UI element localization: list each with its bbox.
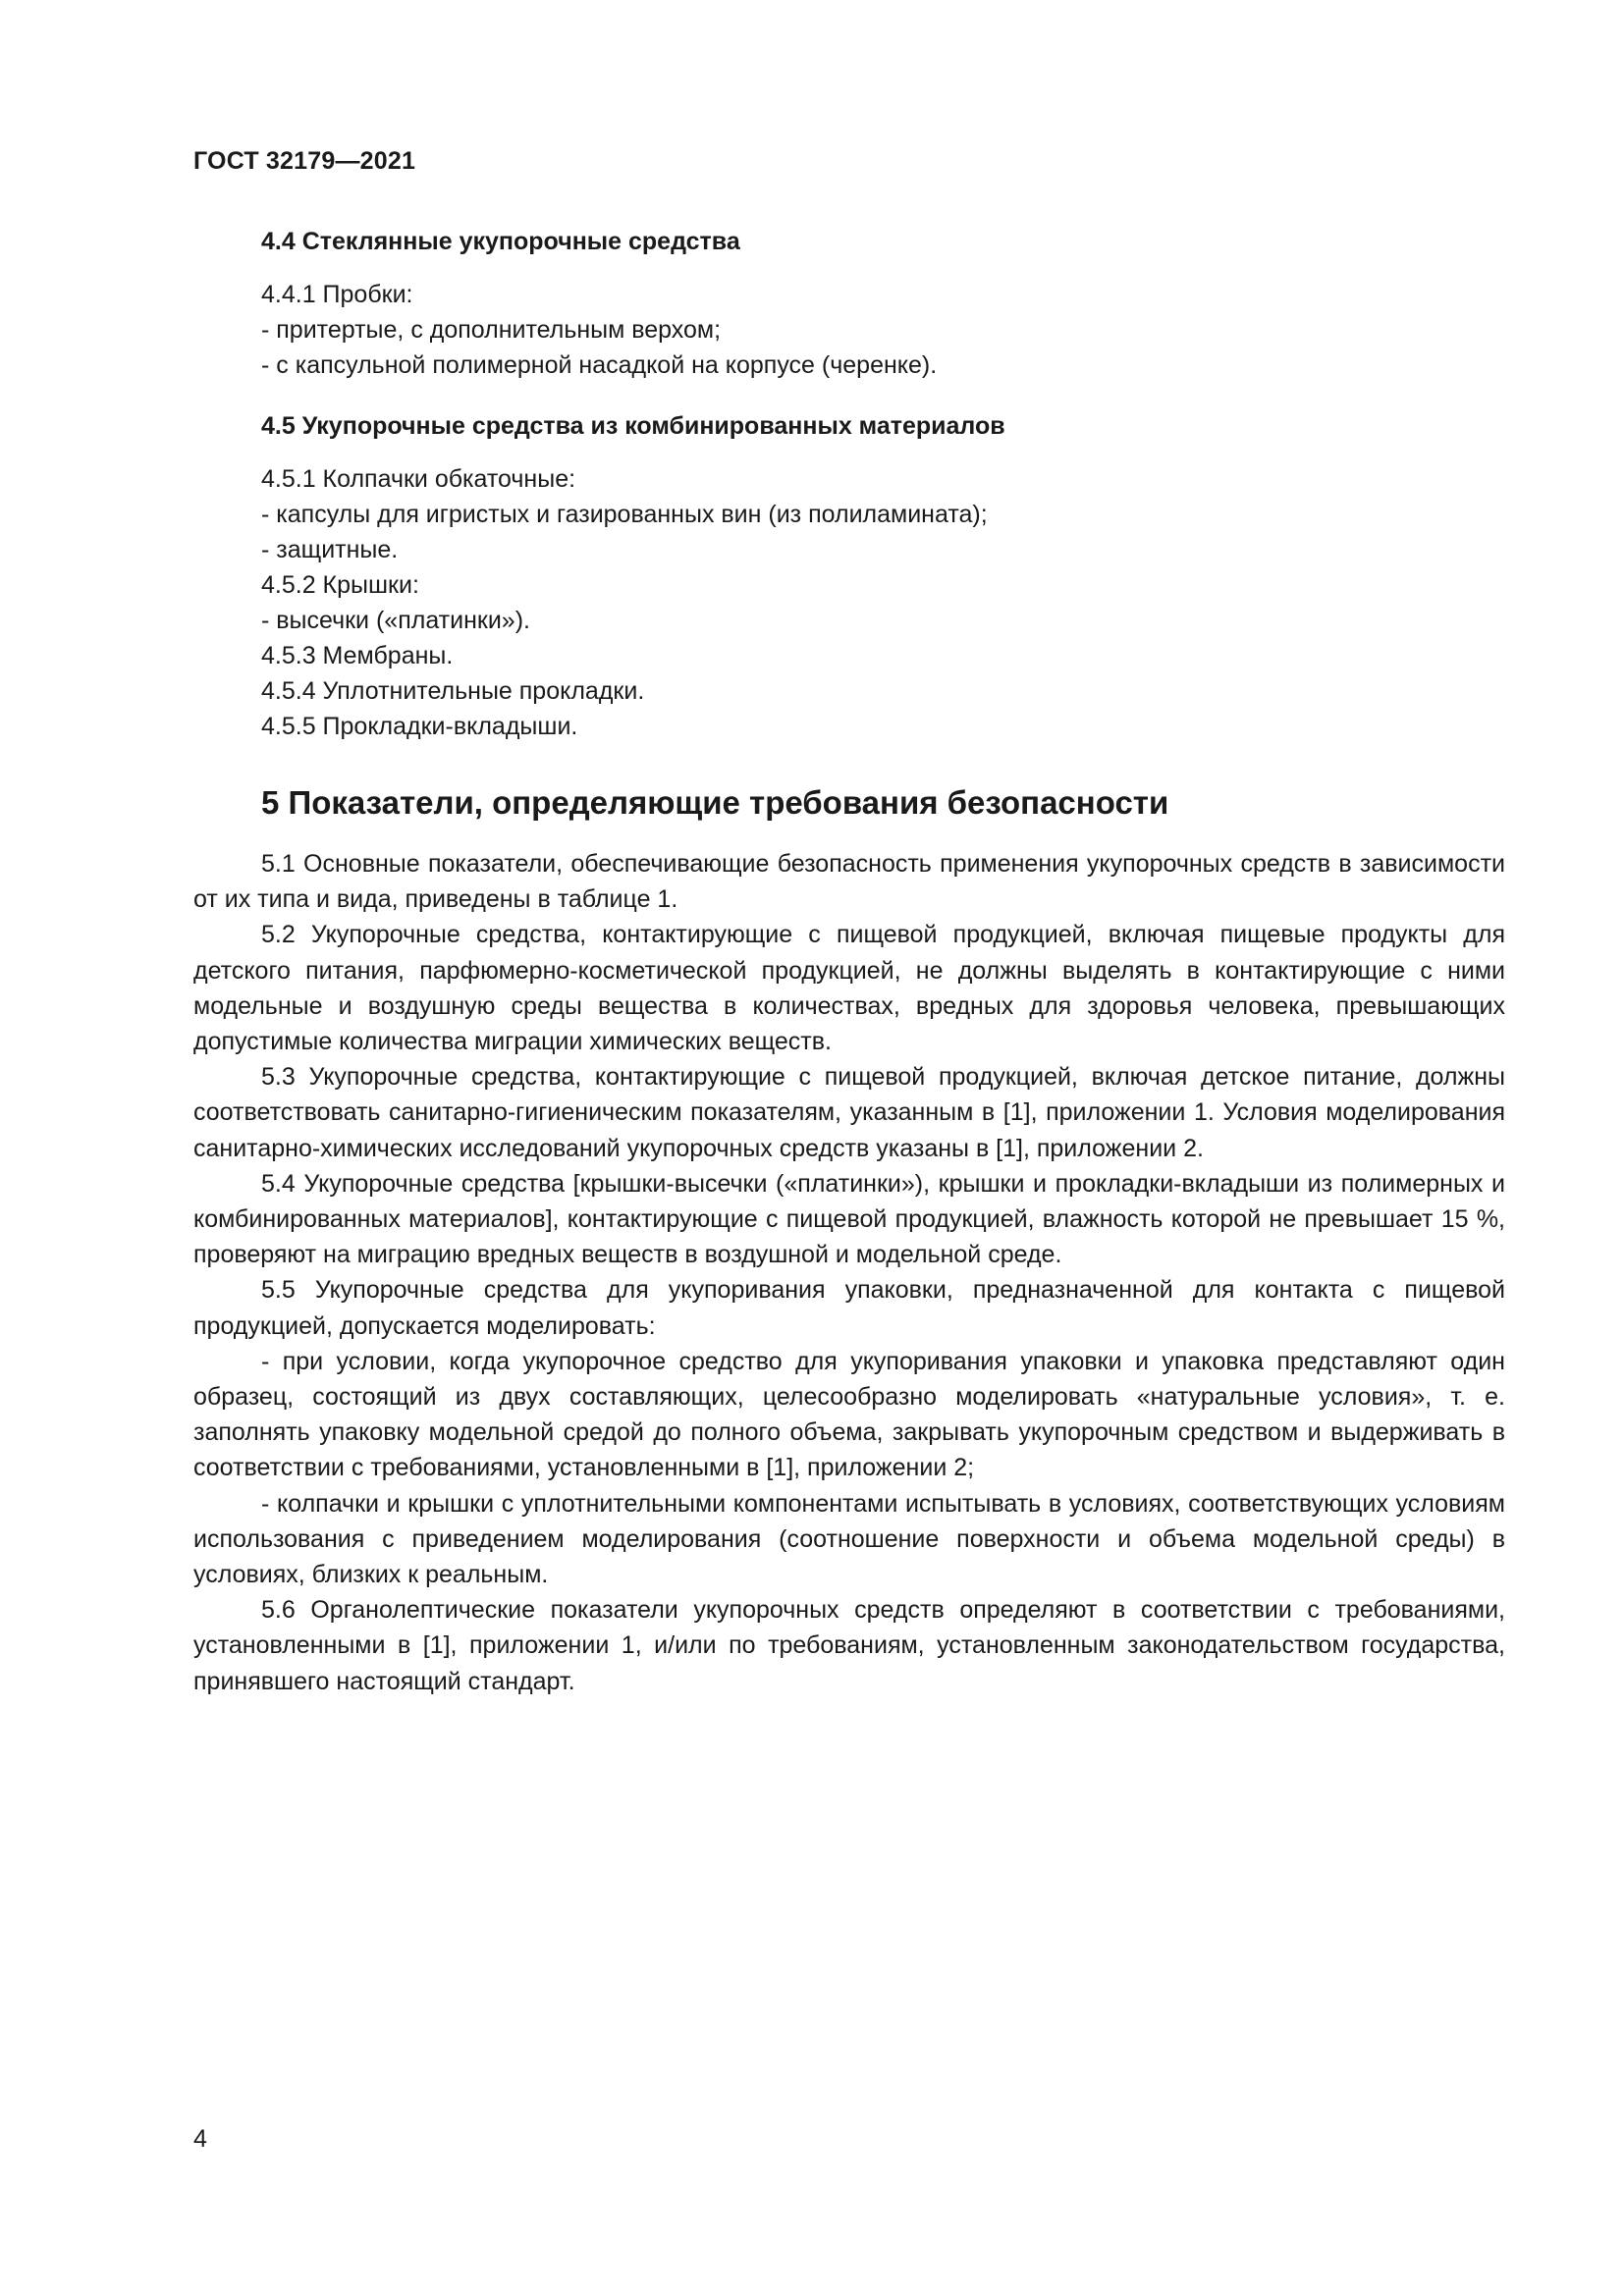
paragraph-5-1: 5.1 Основные показатели, обеспечивающие безопасность применения укупорочных средств в зависимости от их типа и вида, приведены в таблице 1. [193,850,1505,914]
paragraph-5-5: 5.5 Укупорочные средства для укупоривания упаковки, предназначенной для контакта с пищевой продукцией, допускается моделировать: [193,1276,1505,1340]
list-item: 4.5.3 Мембраны. [261,642,454,669]
list-item: 4.5.2 Крышки: [261,571,419,599]
list-item: 4.5.5 Прокладки-вкладыши. [261,713,578,740]
list-item: - притертые, с дополнительным верхом; [261,316,722,344]
paragraph-5-2: 5.2 Укупорочные средства, контактирующие с пищевой продукцией, включая пищевые продукты для детского питания, парфюмерно-косметической продукцией, не должны выделять в контактирующие с ними модельные и воздушную среды вещества в количествах, вредных для здоровья человека, превышающих допустимые количества миграции химических веществ. [193,921,1505,1056]
list-item: 4.5.4 Уплотнительные прокладки. [261,677,645,705]
list-item: - высечки («платинки»). [261,607,530,634]
paragraph-5-3: 5.3 Укупорочные средства, контактирующие с пищевой продукцией, включая детское питание, должны соответствовать санитарно-гигиеническим показателям, указанным в [1], приложении 1. Условия моделирования санитарно-химических исследований укупорочных средств указаны в [1], приложении 2. [193,1063,1505,1162]
section-5-title: 5 Показатели, определяющие требования безопасности [261,784,1169,821]
paragraph-5-6: 5.6 Органолептические показатели укупорочных средств определяют в соответствии с требованиями, установленными в [1], приложении 1, и/или по требованиям, установленным законодательством государства, принявшего настоящий стандарт. [193,1596,1505,1695]
list-item: - капсулы для игристых и газированных вин (из полиламината); [261,501,988,528]
list-item: - защитные. [261,536,399,563]
list-item: 4.5.1 Колпачки обкаточные: [261,465,576,493]
section-4-5-title: 4.5 Укупорочные средства из комбинированных материалов [261,412,1005,440]
paragraph-5-5-item-2: - колпачки и крышки с уплотнительными компонентами испытывать в условиях, соответствующих условиям использования с приведением моделирования (соотношение поверхности и объема модельной среды) в условиях, близких к реальным. [193,1489,1505,1589]
paragraph-5-4: 5.4 Укупорочные средства [крышки-высечки («платинки»), крышки и прокладки-вкладыши из полимерных и комбинированных материалов], контактирующие с пищевой продукцией, влажность которой не превышает 15 %, проверяют на миграцию вредных веществ в воздушной и модельной среде. [193,1169,1505,1269]
document-header: ГОСТ 32179—2021 [193,147,416,175]
section-4-4-list [193,277,1505,383]
page-number: 4 [193,2125,207,2153]
section-4-4-title: 4.4 Стеклянные укупорочные средства [261,228,740,255]
section-5-body [193,846,1505,1699]
section-4-5-list [193,461,1505,744]
paragraph-5-5-item-1: - при условии, когда укупорочное средство для укупоривания упаковки и упаковка представляют один образец, состоящий из двух составляющих, целесообразно моделировать «натуральные условия», т. е. заполнять упаковку модельной средой до полного объема, закрывать укупорочным средством и выдерживать в соответствии с требованиями, установленными в [1], приложении 2; [193,1347,1505,1482]
page-content [193,224,1505,1699]
list-item: 4.4.1 Пробки: [261,281,413,308]
list-item: - с капсульной полимерной насадкой на корпусе (черенке). [261,351,938,379]
